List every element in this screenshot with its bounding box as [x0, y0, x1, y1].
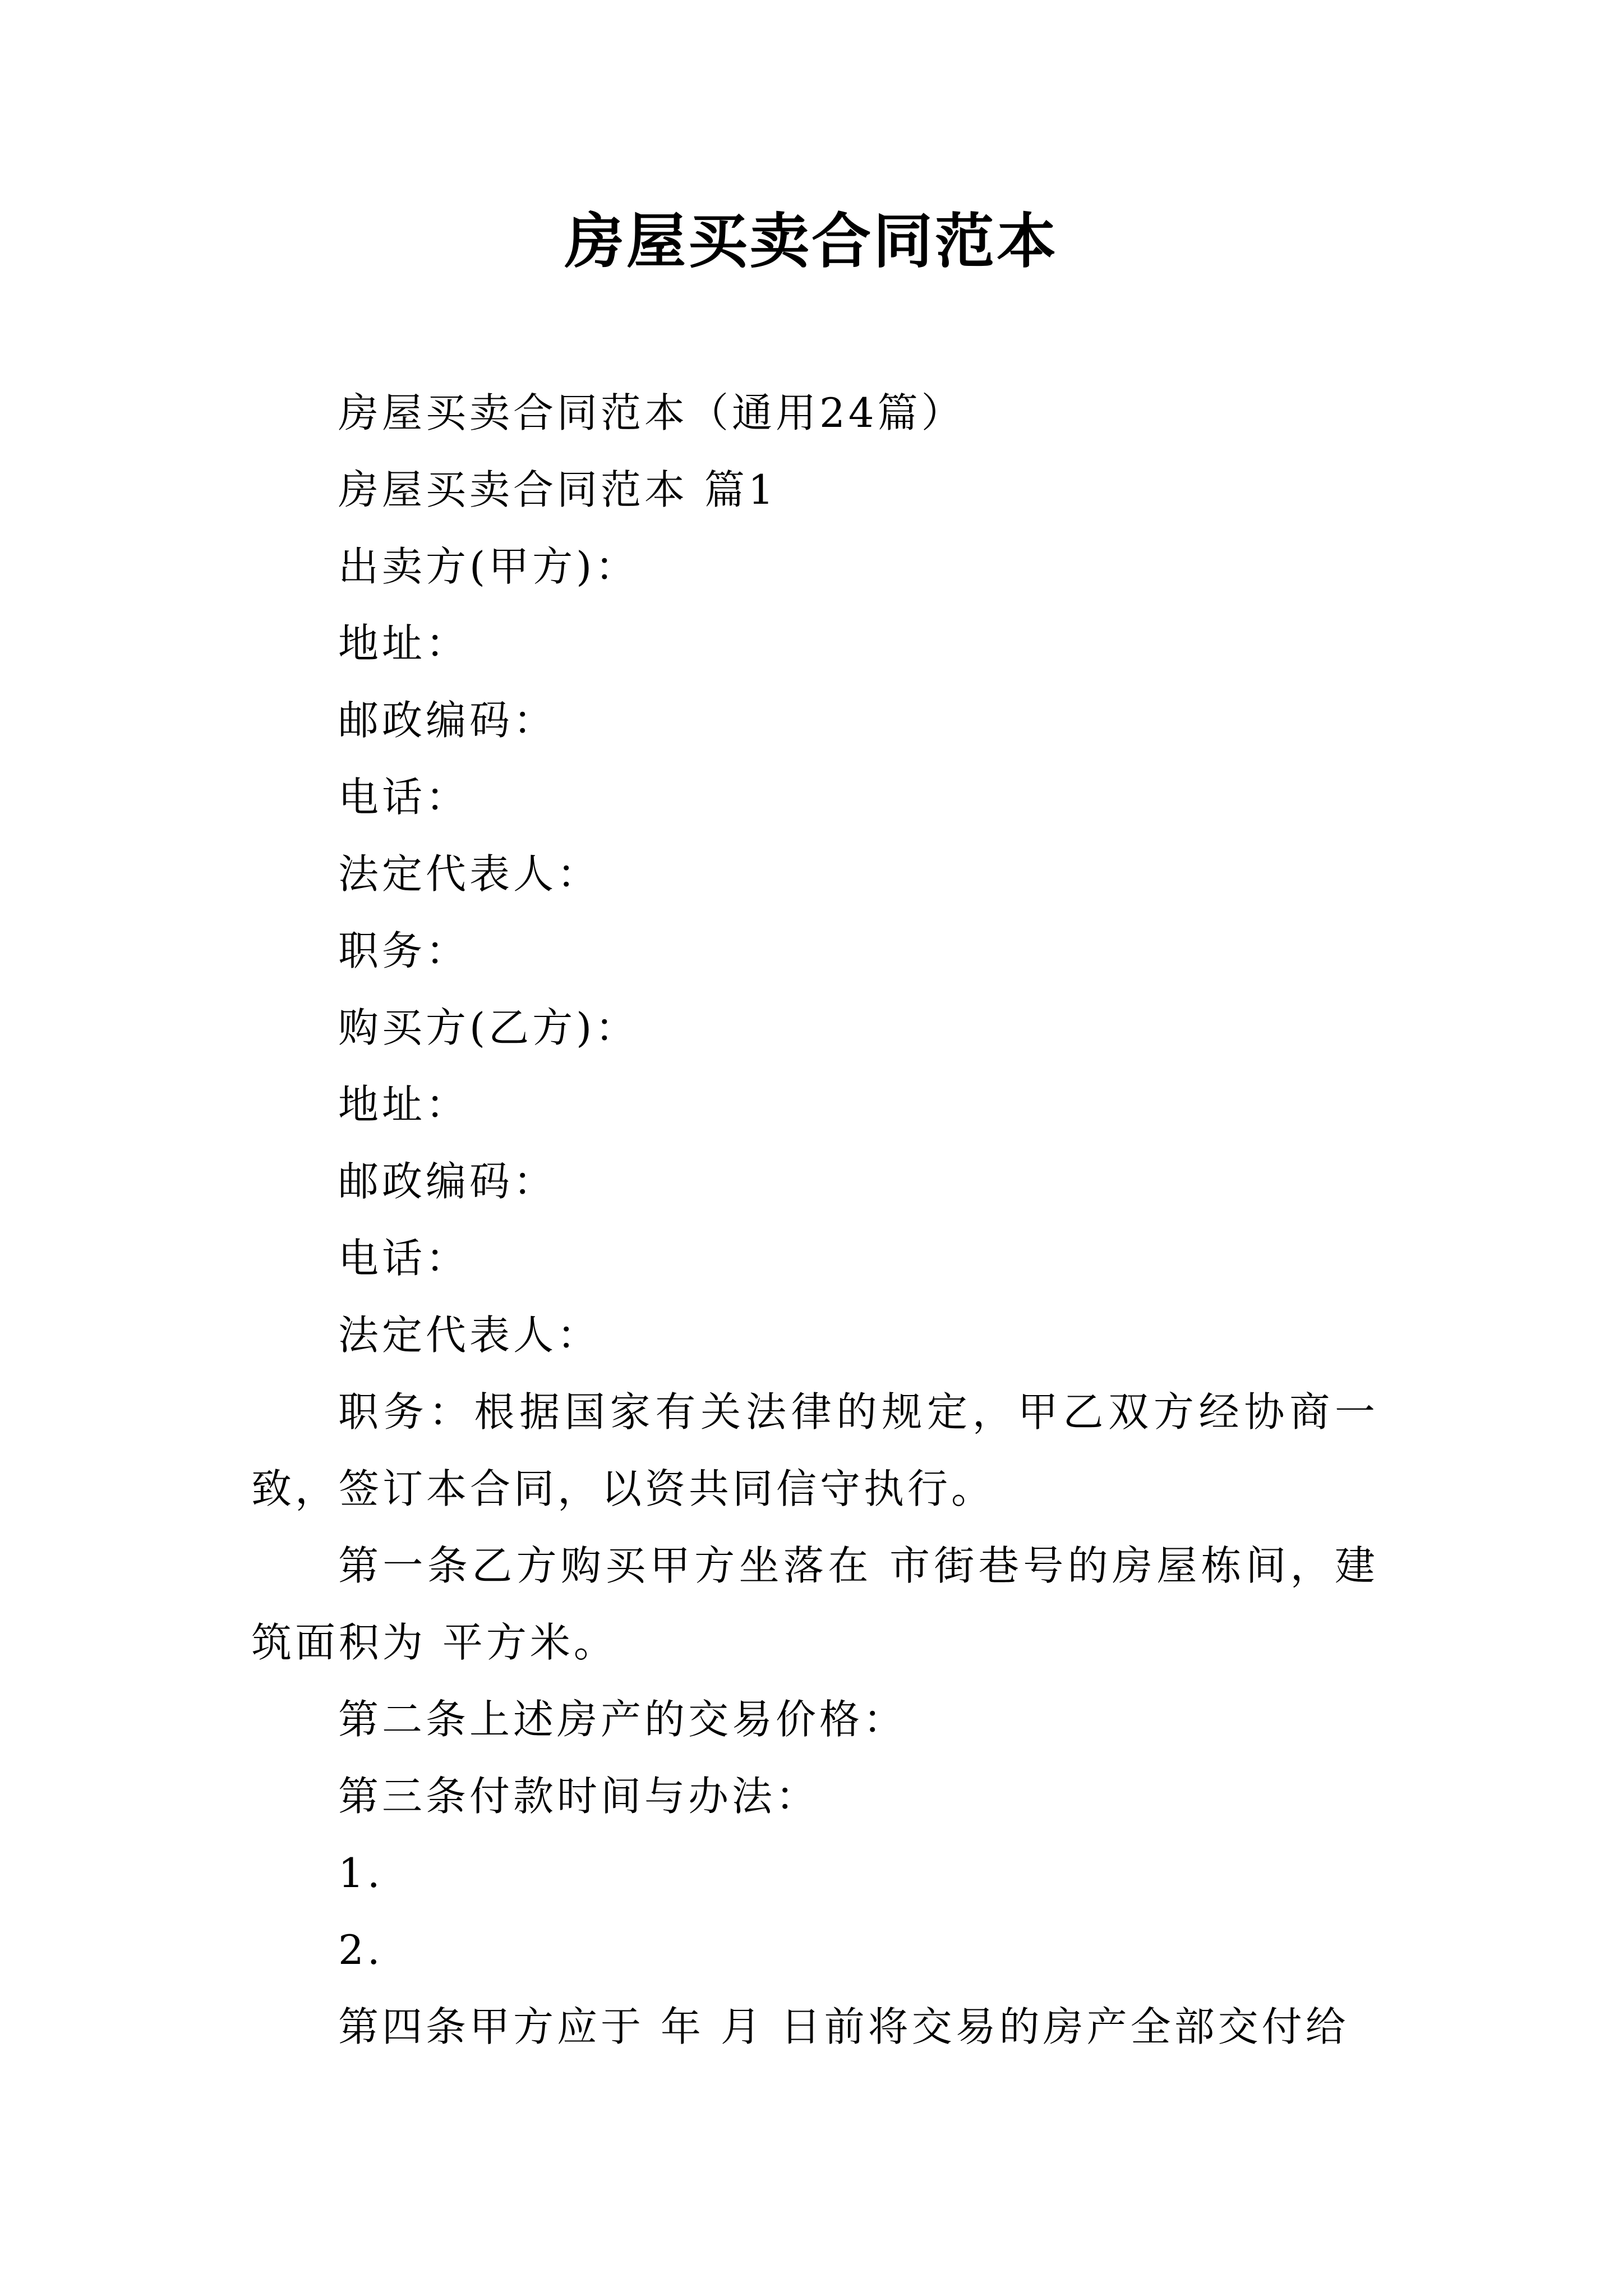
- buyer-address-label: 地址：: [338, 1081, 470, 1128]
- payment-item-2: 2.: [338, 1926, 384, 1973]
- buyer-representative-label: 法定代表人：: [338, 1312, 601, 1359]
- payment-item-1: 1.: [338, 1849, 384, 1897]
- subtitle-line: 房屋买卖合同范本（通用24篇）: [338, 389, 965, 436]
- buyer-label: 购买方(乙方)：: [338, 1004, 639, 1051]
- article-1-paragraph: 第一条乙方购买甲方坐落在 市街巷号的房屋栋间，建筑面积为 平方米。: [251, 1542, 1378, 1666]
- seller-phone-label: 电话：: [338, 774, 470, 821]
- document-title: 房屋买卖合同范本: [565, 206, 1058, 276]
- seller-address-label: 地址：: [338, 620, 470, 667]
- seller-position-label: 职务：: [338, 927, 470, 974]
- seller-postcode-label: 邮政编码：: [338, 697, 557, 744]
- seller-label: 出卖方(甲方)：: [338, 543, 639, 590]
- preamble-paragraph: 职务：根据国家有关法律的规定，甲乙双方经协商一致，签订本合同，以资共同信守执行。: [251, 1388, 1378, 1512]
- seller-representative-label: 法定代表人：: [338, 850, 601, 898]
- buyer-postcode-label: 邮政编码：: [338, 1158, 557, 1205]
- article-3-line: 第三条付款时间与办法：: [338, 1773, 820, 1820]
- document-body: [251, 375, 1378, 2065]
- article-2-line: 第二条上述房产的交易价格：: [338, 1696, 907, 1743]
- buyer-phone-label: 电话：: [338, 1235, 470, 1282]
- article-4-line: 第四条甲方应于 年 月 日前将交易的房产全部交付给: [338, 2003, 1349, 2050]
- section-heading: 房屋买卖合同范本 篇1: [338, 466, 777, 513]
